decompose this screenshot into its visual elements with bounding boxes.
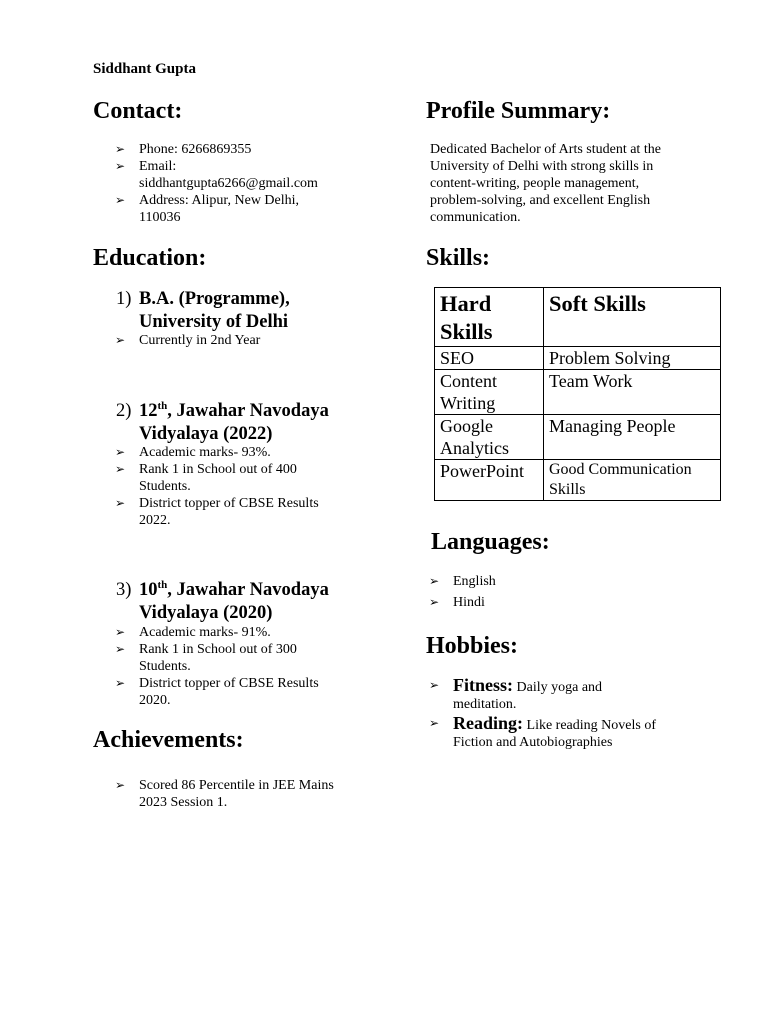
table-cell: PowerPoint [435,460,544,501]
hobby-label: Fitness: [453,675,513,695]
hobby-label: Reading: [453,713,524,733]
table-cell: SEO [435,347,544,370]
profile-text: Dedicated Bachelor of Arts student at the University of Delhi with strong skills in content-writing, people management, problem-solving, and excellent English communication. [430,142,661,225]
education-entry-3-points [93,624,363,709]
arrow-bullet-icon: ➢ [115,333,126,347]
arrow-bullet-icon: ➢ [115,193,126,207]
table-cell: Managing People [544,415,721,460]
hobbies-heading: Hobbies: [426,633,519,659]
education-entry-2-title: 2) 12th, Jawahar Navodaya Vidyalaya (2022) [116,399,329,444]
table-row [435,415,721,460]
skills-table [434,287,721,501]
list-item: ➢ Scored 86 Percentile in JEE Mains 2023 Session 1. [115,778,334,810]
hobbies-list [407,677,697,751]
arrow-bullet-icon: ➢ [115,142,126,156]
table-row [435,370,721,415]
list-item: ➢ Rank 1 in School out of 300 Students. [115,642,297,674]
arrow-bullet-icon: ➢ [429,574,440,588]
profile-heading: Profile Summary: [426,98,611,124]
skills-heading: Skills: [426,245,491,271]
contact-list [93,141,383,226]
hard-skills-header: Hard Skills [435,288,544,347]
contact-address: ➢ Address: Alipur, New Delhi, 110036 [115,193,300,225]
arrow-bullet-icon: ➢ [429,595,440,609]
contact-phone: ➢ Phone: 6266869355 [115,142,252,157]
languages-list [407,571,607,613]
candidate-name: Siddhant Gupta [93,61,196,77]
list-item: ➢ Currently in 2nd Year [115,333,261,348]
arrow-bullet-icon: ➢ [115,676,126,690]
table-cell: Team Work [544,370,721,415]
soft-skills-header: Soft Skills [544,288,721,347]
table-cell: Good Communication Skills [544,460,721,501]
list-item: ➢ Academic marks- 91%. [115,625,271,640]
list-item: ➢ Hindi [407,592,607,613]
education-entry-3-title: 3) 10th, Jawahar Navodaya Vidyalaya (2020) [116,578,329,623]
arrow-bullet-icon: ➢ [429,678,440,692]
education-entry-1-points [93,332,383,349]
table-row [435,288,721,347]
arrow-bullet-icon: ➢ [115,642,126,656]
list-item: ➢ English [407,571,607,592]
arrow-bullet-icon: ➢ [115,445,126,459]
languages-heading: Languages: [431,529,550,555]
table-cell: Problem Solving [544,347,721,370]
list-item: ➢ Fitness: Daily yoga and meditation. [429,675,603,712]
contact-email: ➢ Email: siddhantgupta6266@gmail.com [115,159,318,191]
education-heading: Education: [93,245,207,271]
education-entry-1-title: 1) B.A. (Programme), University of Delhi [116,289,290,332]
table-cell: Google Analytics [435,415,544,460]
arrow-bullet-icon: ➢ [115,778,126,792]
arrow-bullet-icon: ➢ [429,716,440,730]
list-item: ➢ Reading: Like reading Novels of Fiction and Autobiographies [429,713,656,750]
list-item: ➢ Academic marks- 93%. [115,445,271,460]
education-entry-2-points [93,444,363,529]
list-item: ➢ District topper of CBSE Results 2022. [115,496,319,528]
achievements-list [93,777,383,811]
list-item: ➢ District topper of CBSE Results 2020. [115,676,319,708]
arrow-bullet-icon: ➢ [115,159,126,173]
list-item: ➢ Rank 1 in School out of 400 Students. [115,462,297,494]
table-row [435,347,721,370]
achievements-heading: Achievements: [93,727,244,753]
arrow-bullet-icon: ➢ [115,496,126,510]
arrow-bullet-icon: ➢ [115,625,126,639]
contact-heading: Contact: [93,98,183,124]
table-row [435,460,721,501]
table-cell: Content Writing [435,370,544,415]
arrow-bullet-icon: ➢ [115,462,126,476]
